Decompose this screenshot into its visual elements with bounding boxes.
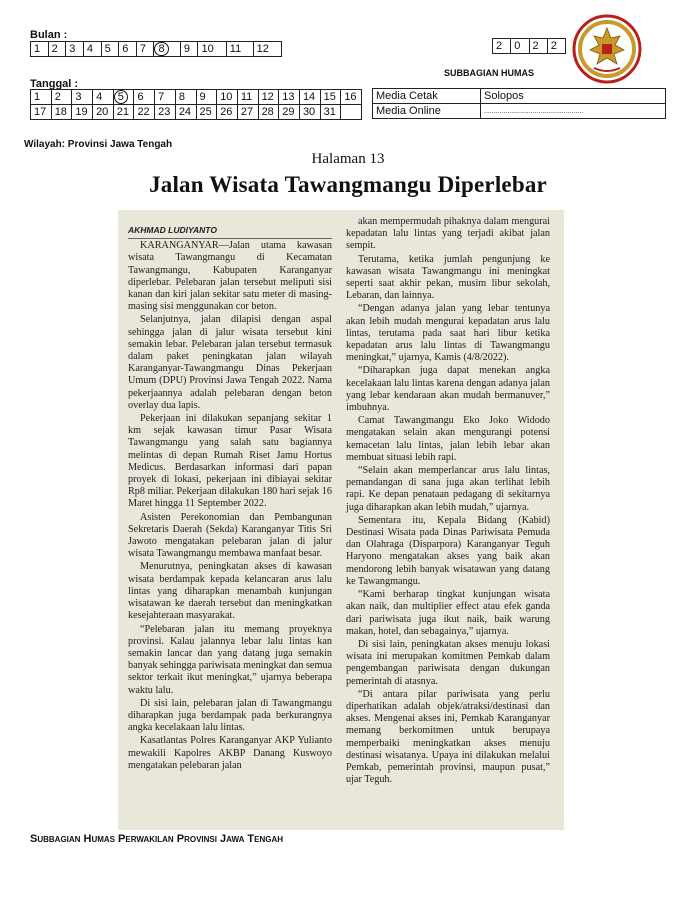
tanggal-cell <box>217 90 238 105</box>
tanggal-cell-value: 21 <box>116 106 129 118</box>
tanggal-cell-value: 17 <box>34 106 47 118</box>
bulan-cell-value: 10 <box>201 43 214 55</box>
year-digit-value: 2 <box>496 40 503 52</box>
article-paragraph: “Selain akan memperlancar arus lalu lintas, pemandangan di sana juga akan terlihat lebih rapi. Ke depan penataan pedagang di sekitarnya juga diharapkan akan lebih mudah,” ujarnya. <box>346 465 550 513</box>
bulan-cell-value: 11 <box>229 43 242 55</box>
tanggal-cell-value: 3 <box>75 91 82 103</box>
tanggal-cell <box>31 105 52 120</box>
year-boxes <box>492 38 566 54</box>
bulan-cell-value: 5 <box>104 43 111 55</box>
bulan-cell <box>253 42 281 57</box>
tanggal-cell <box>155 90 176 105</box>
tanggal-cell <box>237 105 258 120</box>
tanggal-cell-value: 26 <box>220 106 233 118</box>
tanggal-cell-value: 24 <box>178 106 192 118</box>
tanggal-cell <box>93 90 114 105</box>
bulan-cell-value: 3 <box>69 43 76 55</box>
office-name: SUBBAGIAN HUMAS <box>444 68 534 78</box>
tanggal-cell <box>134 105 155 120</box>
tanggal-cell <box>51 90 72 105</box>
article-paragraph: Terutama, ketika jumlah pengunjung ke kawasan wisata Tawangmangu ini meningkat seperti saat akhir pekan, musim libur sekolah, Lebaran, dan lainnya. <box>346 253 550 302</box>
tanggal-cell <box>341 90 362 105</box>
article-column-left <box>128 224 332 773</box>
bulan-cell <box>48 42 66 57</box>
article-paragraph: “Kami berharap tingkat kunjungan wisata akan naik, dan multiplier effect atau efek ganda dari pariwisata juga ikut naik, baik warung makan, hotel, dan sebagainya,” ujarnya. <box>346 589 550 637</box>
tanggal-cell-value: 31 <box>323 106 336 118</box>
media-row <box>373 89 666 104</box>
bulan-cell-value: 12 <box>256 43 269 55</box>
wilayah-label: Wilayah: Provinsi Jawa Tengah <box>24 139 173 150</box>
article-column-right <box>346 216 550 787</box>
tanggal-cell-value: 18 <box>54 106 67 118</box>
article-paragraph: “Dengan adanya jalan yang lebar tentunya akan lebih mudah mengurai kepadatan arus lalu lintas, terutama pada saat hari libur ketika kepadatan arus lalu lintas di Tawangmangu meningkat,” ujarnya, Kamis (4/8/2022). <box>346 303 550 364</box>
tanggal-cell-value: 30 <box>302 106 316 118</box>
tanggal-cell <box>279 105 300 120</box>
article-paragraph: “Diharapkan juga dapat menekan angka kecelakaan lalu lintas karena dengan adanya jalan yang lebar kendaraan akan mudah bermanuver,” imbuhnya. <box>346 365 550 414</box>
article-clipping <box>118 210 564 830</box>
page-number: Halaman 13 <box>311 151 385 167</box>
garuda-emblem-icon <box>572 14 642 84</box>
tanggal-cell <box>258 90 279 105</box>
tanggal-cell-value: 25 <box>199 106 212 118</box>
tanggal-cell-value: 8 <box>178 91 185 103</box>
tanggal-cell <box>134 90 155 105</box>
bulan-cell-value: 1 <box>34 43 41 55</box>
tanggal-cell-value: 13 <box>282 91 295 103</box>
tanggal-cell-value: 27 <box>240 106 254 118</box>
tanggal-cell <box>258 105 279 120</box>
media-value: Solopos <box>481 89 666 104</box>
tanggal-cell-value: 11 <box>240 91 253 103</box>
tanggal-cell <box>51 105 72 120</box>
article-paragraph: Di sisi lain, peningkatan akses menuju lokasi wisata ini merupakan komitmen Pemkab dalam pengembangan pariwisata dengan dukungan pemerintah di atasnya. <box>346 638 550 687</box>
bulan-cell-selected: 8 <box>154 42 168 56</box>
tanggal-cell <box>175 90 196 105</box>
tanggal-cell-value: 20 <box>96 106 109 118</box>
tanggal-cell-value: 15 <box>323 91 336 103</box>
tanggal-cell-value: 9 <box>199 91 206 103</box>
tanggal-cell <box>113 90 134 105</box>
tanggal-cell <box>113 105 134 120</box>
tanggal-cell <box>72 105 93 120</box>
article-paragraph: akan mempermudah pihaknya dalam mengurai kepadatan lalu lintas yang terjadi akibat jalan sempit. <box>346 216 550 252</box>
tanggal-cell <box>299 90 320 105</box>
tanggal-cell-value: 2 <box>54 91 61 103</box>
article-paragraph: Camat Tawangmangu Eko Joko Widodo mengatakan selain akan mengurangi potensi kemacetan lalu lintas, jalan lebih lebar akan membuat situasi lebih rapi. <box>346 415 550 463</box>
tanggal-cell-value: 19 <box>75 106 88 118</box>
tanggal-cell <box>320 90 341 105</box>
tanggal-cell <box>31 90 52 105</box>
article-paragraph: “Pelebaran jalan itu memang proyeknya provinsi. Kalau jalannya lebar lalu lintas kan semakin lancar dan yang datang juga semakin banyak sehingga pariwisata meningkat dan semua sektor terkait ikut meningkat,” ujarnya beberapa waktu lalu. <box>128 623 332 696</box>
year-digit <box>493 39 511 54</box>
tanggal-cell-value: 1 <box>34 91 41 103</box>
year-digit <box>529 39 547 54</box>
article-paragraph: Di sisi lain, pelebaran jalan di Tawangmangu diharapkan juga berdampak pada berkurangnya angka kecelakaan lalu lintas. <box>128 697 332 734</box>
tanggal-cell-value: 14 <box>302 91 316 103</box>
bulan-cell-value: 9 <box>183 43 190 55</box>
tanggal-cell <box>279 90 300 105</box>
bulan-cell <box>180 42 198 57</box>
tanggal-cell-value: 29 <box>282 106 295 118</box>
bulan-cell <box>31 42 49 57</box>
tanggal-cell <box>93 105 114 120</box>
tanggal-cell-value: 22 <box>137 106 150 118</box>
year-digit <box>511 39 529 54</box>
tanggal-cell-value: 16 <box>344 91 357 103</box>
tanggal-cell-value: 28 <box>261 106 274 118</box>
article-paragraph: Sementara itu, Kepala Bidang (Kabid) Destinasi Wisata pada Dinas Pariwisata Pemuda dan Olahraga (Disparpora) Karanganyar Teguh Haryono mengatakan akses yang baik akan mendorong lebih banyak wisatawan yang datang ke Tawangmangu. <box>346 514 550 587</box>
media-row <box>373 104 666 119</box>
tanggal-cell-value: 6 <box>137 91 144 103</box>
footer-office: Subbagian Humas Perwakilan Provinsi Jawa Tengah <box>30 833 284 845</box>
bulan-cell <box>226 42 253 57</box>
year-digit-value: 2 <box>550 40 557 52</box>
bulan-cell-value: 4 <box>86 43 94 55</box>
tanggal-grid <box>30 89 362 120</box>
article-paragraph: Selanjutnya, jalan dilapisi dengan aspal sehingga jalan di jalur wisata tersebut kini semakin lebar. Pelebaran jalan tersebut termasuk dalam paket peningkatan jalan wilayah Karanganyar-Tawangmangu Dinas Pekerjaan Umum (DPU) Provinsi Jawa Tengah 2022. Nama pekerjaannya adalah pelebaran dengan beton overlay dua lapis. <box>128 314 332 411</box>
article-paragraph: “Di antara pilar pariwisata yang perlu diperhatikan adalah objek/atraksi/destinasi dan akses. Mengenai akses ini, Pemkab Karanganyar memang berkomitmen untuk berupaya memperbaiki meningkatkan akses menuju destinasi wisatanya. Upaya ini dilakukan melalui Pemkab, pemerintah provinsi, maupun pusat,” ujar Teguh. <box>346 688 550 786</box>
tanggal-cell-value: 4 <box>96 91 103 103</box>
media-table <box>372 88 666 119</box>
tanggal-cell-value: 12 <box>261 91 274 103</box>
bulan-cell <box>136 42 154 57</box>
tanggal-cell <box>299 105 320 120</box>
bulan-cell-value: 2 <box>51 43 58 55</box>
tanggal-cell-selected: 5 <box>114 90 128 104</box>
tanggal-cell <box>72 90 93 105</box>
year-digit <box>547 39 565 54</box>
tanggal-cell <box>237 90 258 105</box>
year-digit-value: 0 <box>514 40 521 52</box>
bulan-cell-value: 6 <box>122 43 129 55</box>
article-paragraph: Menurutnya, peningkatan akses di kawasan wisata berdampak kepada kelancaran arus lalu lintas yang diharapkan menambah kunjungan wisatawan ke daerah tersebut dan meningkatkan kesejahteraan masyarakat. <box>128 561 332 622</box>
tanggal-cell <box>175 105 196 120</box>
tanggal-cell <box>217 105 238 120</box>
bulan-cell <box>119 42 137 57</box>
tanggal-cell <box>341 105 362 120</box>
article-paragraph: Pekerjaan ini dilakukan sepanjang sekitar 1 km sejak kawasan timur Pasar Wisata Tawangmangu yang salah satu bagiannya melintas di depan Rumah Riset Jamu Hortus Medicus. Berdasarkan informasi dari papan proyek di lokasi, pekerjaan ini dibiayai sekitar Rp8 miliar. Pekerjaan dilakukan 180 hari sejak 16 Maret hingga 11 September 2022. <box>128 413 332 510</box>
article-paragraph: Asisten Perekonomian dan Pembangunan Sekretaris Daerah (Sekda) Karanganyar Titis Sri Jawoto mengatakan pelebaran jalan di jalur wisata Tawangmangu membawa manfaat besar. <box>128 511 332 560</box>
tanggal-label: Tanggal : <box>30 78 79 90</box>
author-byline: AKHMAD LUDIYANTO <box>128 224 332 239</box>
tanggal-cell <box>196 105 217 120</box>
bulan-label: Bulan : <box>30 29 68 41</box>
media-label: Media Online <box>373 104 481 119</box>
article-paragraph: KARANGANYAR—Jalan utama kawasan wisata Tawangmangu di Kecamatan Tawangmangu, Kabupaten Karanganyar diperlebar. Pelebaran jalan tersebut meliputi sisi kanan dan kiri jalan sekitar satu meter di masing-masing sisi menggunakan cor beton. <box>128 240 332 313</box>
media-label: Media Cetak <box>373 89 481 104</box>
bulan-cell <box>83 42 101 57</box>
headline: Jalan Wisata Tawangmangu Diperlebar <box>149 172 547 197</box>
tanggal-cell <box>155 105 176 120</box>
media-value: ................................................... <box>481 104 666 119</box>
tanggal-cell-value: 7 <box>158 91 165 103</box>
tanggal-cell-value: 10 <box>220 91 233 103</box>
bulan-cell <box>198 42 226 57</box>
year-digit-value: 2 <box>532 40 539 52</box>
bulan-grid <box>30 41 282 57</box>
tanggal-cell <box>320 105 341 120</box>
article-paragraph: Kasatlantas Polres Karanganyar AKP Yulianto mewakili Kapolres AKBP Danang Kuswoyo mengatakan pelebaran jalan <box>128 735 332 771</box>
tanggal-cell-value: 23 <box>158 106 171 118</box>
bulan-cell-value: 7 <box>139 43 146 55</box>
bulan-cell <box>101 42 119 57</box>
bulan-cell <box>154 42 180 57</box>
bulan-cell <box>66 42 84 57</box>
tanggal-cell <box>196 90 217 105</box>
